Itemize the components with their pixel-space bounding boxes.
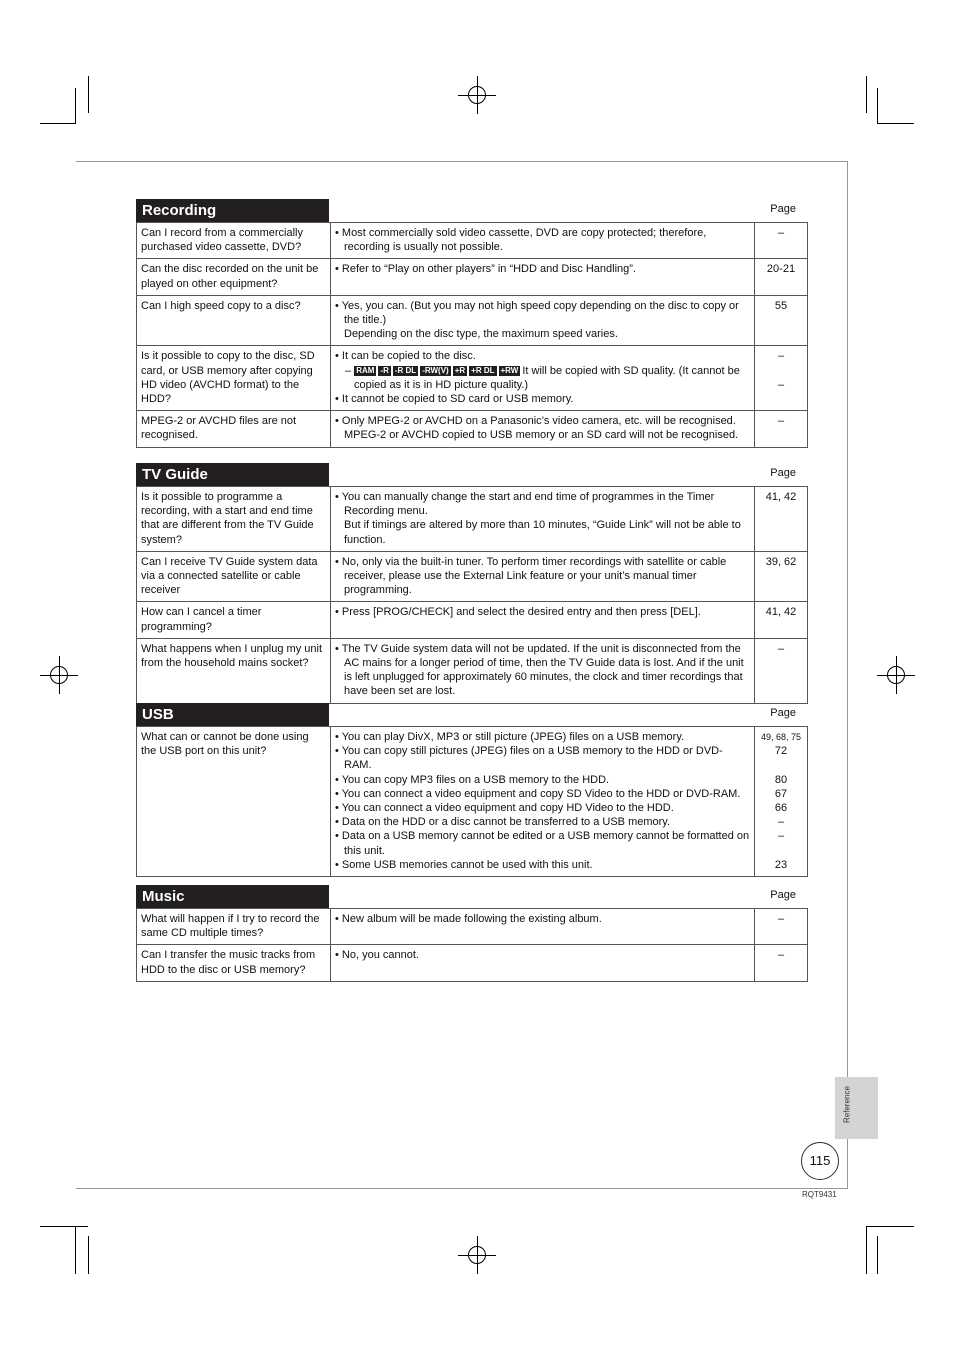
answer-bullet: • It cannot be copied to SD card or USB memory. xyxy=(335,393,574,406)
question-cell: Can I receive TV Guide system data via a connected satellite or cable receiver xyxy=(137,551,331,602)
answer-bullet: • Data on the HDD or a disc cannot be transferred to a USB memory. xyxy=(335,816,671,829)
question-cell: What can or cannot be done using the USB port on this unit? xyxy=(137,727,331,877)
answer-cell xyxy=(331,727,755,877)
page-column-label: Page xyxy=(770,707,796,719)
answer-cell xyxy=(331,411,755,447)
page-ref-cell xyxy=(755,346,808,411)
page-ref: 67 xyxy=(774,787,788,800)
page-ref: – xyxy=(777,642,785,655)
answer-cell xyxy=(331,259,755,295)
answer-cell xyxy=(331,602,755,638)
answer-bullet: • Refer to “Play on other players” in “HDD and Disc Handling”. xyxy=(335,263,636,276)
faq-table xyxy=(136,486,808,704)
section-recording xyxy=(136,199,808,448)
page-ref: 55 xyxy=(774,299,788,312)
page-ref: 39, 62 xyxy=(765,555,797,568)
page-column-label: Page xyxy=(770,889,796,901)
answer-bullet: • You can play DivX, MP3 or still picture (JPEG) files on a USB memory. xyxy=(335,731,685,743)
page-ref xyxy=(759,364,803,378)
page-ref: 72 xyxy=(774,745,788,758)
page-ref: – xyxy=(777,816,785,829)
disc-type-badge: -R xyxy=(380,365,389,375)
page-ref-cell xyxy=(755,727,808,877)
page-ref-cell xyxy=(755,487,808,552)
page-ref-cell xyxy=(755,223,808,259)
answer-bullet: • Yes, you can. (But you may not high speed copy depending on the disc to copy or the title.) xyxy=(335,299,739,327)
table-row xyxy=(137,727,808,877)
answer-bullet: • No, you cannot. xyxy=(335,949,419,962)
answer-cell xyxy=(331,909,755,945)
question-cell: Can I transfer the music tracks from HDD to the disc or USB memory? xyxy=(137,945,331,981)
page-ref: 66 xyxy=(774,802,788,815)
answer-subitem: – RAM -R -R DL -RW(V) +R +R DL +RW It will be copied with SD quality. (It cannot be copied as it is in HD picture quality.) xyxy=(345,364,740,391)
page-ref-cell xyxy=(755,602,808,638)
question-cell: Is it possible to copy to the disc, SD card, or USB memory after copying HD video (AVCHD format) to the HDD? xyxy=(137,346,331,411)
answer-bullet: • It can be copied to the disc. xyxy=(335,350,476,363)
answer-bullet: • You can copy MP3 files on a USB memory to the HDD. xyxy=(335,773,610,786)
page-ref: – xyxy=(777,350,785,363)
answer-bullet: • You can copy still pictures (JPEG) files on a USB memory to the HDD or DVD-RAM. xyxy=(335,745,723,772)
answer-bullet: • Most commercially sold video cassette, DVD are copy protected; therefore, recording is usually not possible. xyxy=(335,227,707,254)
question-cell: Can I record from a commercially purchased video cassette, DVD? xyxy=(137,223,331,259)
answer-bullet: • You can connect a video equipment and copy SD Video to the HDD or DVD-RAM. xyxy=(335,787,741,800)
answer-cell xyxy=(331,346,755,411)
answer-bullet: • New album will be made following the existing album. xyxy=(335,913,602,925)
page-ref-cell xyxy=(755,945,808,981)
table-row xyxy=(137,411,808,447)
answer-bullet: • No, only via the built-in tuner. To perform timer recordings with satellite or cable receiver, please use the External Link feature or your unit’s manual timer programming. xyxy=(335,555,727,597)
section-header xyxy=(136,199,808,222)
table-row xyxy=(137,909,808,945)
page-ref: – xyxy=(777,378,785,391)
table-row xyxy=(137,551,808,602)
document-code: RQT9431 xyxy=(802,1190,837,1199)
answer-cell xyxy=(331,638,755,703)
table-row xyxy=(137,602,808,638)
page-ref-cell xyxy=(755,295,808,346)
page-ref: 80 xyxy=(774,773,788,786)
page-ref: 41, 42 xyxy=(765,491,797,503)
question-cell: How can I cancel a timer programming? xyxy=(137,602,331,638)
answer-bullet: • The TV Guide system data will not be updated. If the unit is disconnected from the AC mains for a longer period of time, then the TV Guide data is lost. And if the unit is left unplugged for approximately 60 minutes, the clock and timer recordings that have been set are lost. xyxy=(335,642,744,698)
question-cell: What happens when I unplug my unit from the household mains socket? xyxy=(137,638,331,703)
page-ref: 49, 68, 75 xyxy=(760,732,802,742)
question-cell: What will happen if I try to record the same CD multiple times? xyxy=(137,909,331,945)
table-row xyxy=(137,223,808,259)
section-music xyxy=(136,885,808,982)
page-ref: – xyxy=(777,415,785,428)
table-row xyxy=(137,259,808,295)
page-ref-cell xyxy=(755,909,808,945)
frame-top-rule xyxy=(76,161,847,162)
faq-table xyxy=(136,222,808,448)
disc-type-badge: RAM xyxy=(356,365,375,375)
table-row xyxy=(137,487,808,552)
section-title: Music xyxy=(136,885,329,908)
answer-cell xyxy=(331,295,755,346)
answer-cell xyxy=(331,945,755,981)
page-ref: 20-21 xyxy=(766,263,796,276)
disc-type-badge: -R DL xyxy=(394,365,417,375)
question-cell: Can the disc recorded on the unit be played on other equipment? xyxy=(137,259,331,295)
answer-bullet: • Some USB memories cannot be used with this unit. xyxy=(335,858,593,871)
answer-bullet: • Data on a USB memory cannot be edited or a USB memory cannot be formatted on this unit. xyxy=(335,830,750,857)
section-header xyxy=(136,885,808,908)
answer-bullet: • Only MPEG-2 or AVCHD on a Panasonic’s video camera, etc. will be recognised. MPEG-2 or AVCHD copied to USB memory or an SD card will not be recognised. xyxy=(335,415,739,442)
page-ref: – xyxy=(777,949,785,962)
answer-bullet: • Press [PROG/CHECK] and select the desired entry and then press [DEL]. xyxy=(335,606,701,619)
page-ref-cell xyxy=(755,259,808,295)
answer-cell xyxy=(331,223,755,259)
page-ref-cell xyxy=(755,551,808,602)
answer-bullet: • You can connect a video equipment and copy HD Video to the HDD. xyxy=(335,802,674,815)
page-ref: – xyxy=(777,227,785,239)
page-column-label: Page xyxy=(770,467,796,479)
page-ref xyxy=(759,758,803,772)
table-row xyxy=(137,945,808,981)
question-cell: Can I high speed copy to a disc? xyxy=(137,295,331,346)
disc-type-badge: +R DL xyxy=(471,365,495,375)
answer-cell xyxy=(331,551,755,602)
answer-continuation: But if timings are altered by more than 10 minutes, “Guide Link” will not be able to function. xyxy=(344,519,741,546)
table-row xyxy=(137,346,808,411)
page-ref-cell xyxy=(755,638,808,703)
page-column-label: Page xyxy=(770,203,796,215)
table-row xyxy=(137,638,808,703)
frame-right-rule xyxy=(847,161,848,1189)
page-number: 115 xyxy=(801,1142,839,1180)
page-ref xyxy=(759,844,803,858)
page-ref-cell xyxy=(755,411,808,447)
disc-type-badge: -RW(V) xyxy=(422,365,449,375)
section-header xyxy=(136,703,808,726)
page-ref: – xyxy=(777,913,785,925)
section-tv-guide xyxy=(136,463,808,704)
section-title: Recording xyxy=(136,199,329,222)
section-usb xyxy=(136,703,808,877)
section-title: USB xyxy=(136,703,329,726)
question-cell: MPEG-2 or AVCHD files are not recognised. xyxy=(137,411,331,447)
frame-bottom-rule xyxy=(76,1188,847,1189)
section-header xyxy=(136,463,808,486)
question-cell: Is it possible to programme a recording, with a start and end time that are different from the TV Guide system? xyxy=(137,487,331,552)
faq-table xyxy=(136,726,808,877)
answer-cell xyxy=(331,487,755,552)
answer-bullet: • You can manually change the start and end time of programmes in the Timer Recording menu. xyxy=(335,491,715,518)
disc-type-badge: +R xyxy=(454,365,466,375)
table-row xyxy=(137,295,808,346)
faq-table xyxy=(136,908,808,982)
page-ref: 23 xyxy=(774,858,788,871)
reference-tab xyxy=(835,1077,878,1139)
section-title: TV Guide xyxy=(136,463,329,486)
disc-type-badge: +RW xyxy=(500,365,519,375)
answer-continuation: Depending on the disc type, the maximum speed varies. xyxy=(344,328,618,341)
reference-tab-label: Reference xyxy=(842,1086,852,1123)
page-ref: – xyxy=(777,830,785,843)
page-ref: 41, 42 xyxy=(765,606,797,619)
